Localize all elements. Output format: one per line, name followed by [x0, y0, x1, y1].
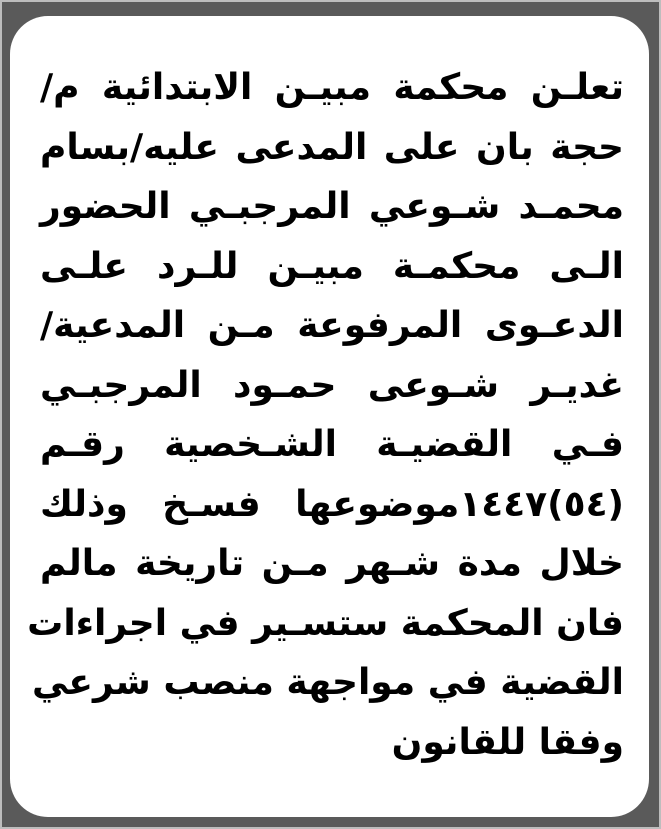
notice-line: خلال مدة شـهر مـن تاريخة مالم [40, 543, 624, 584]
notice-line: الدعـوى المرفوعة مـن المدعية/ [40, 305, 624, 346]
notice-line: فـي القضيـة الشـخصية رقـم [40, 424, 624, 465]
court-notice-text [27, 58, 624, 772]
notice-line: القضية في مواجهة منصب شرعي [31, 662, 624, 703]
notice-line: محمـد شـوعي المرجبـي الحضور [40, 186, 624, 227]
notice-line: تعلـن محكمة مبيـن الابتدائية م/ [40, 67, 624, 108]
notice-line: فان المحكمة ستسـير في اجراءات [27, 602, 624, 644]
notice-line: (٥٤)١٤٤٧موضوعها فسـخ وذلك [40, 483, 624, 525]
notice-line: الـى محكمـة مبيـن للـرد علـى [40, 245, 624, 287]
notice-line: وفقا للقانون [391, 721, 624, 763]
notice-line: حجة بان على المدعى عليه/بسام [40, 126, 624, 168]
notice-line: غديـر شـوعى حمـود المرجبـي [40, 364, 624, 406]
